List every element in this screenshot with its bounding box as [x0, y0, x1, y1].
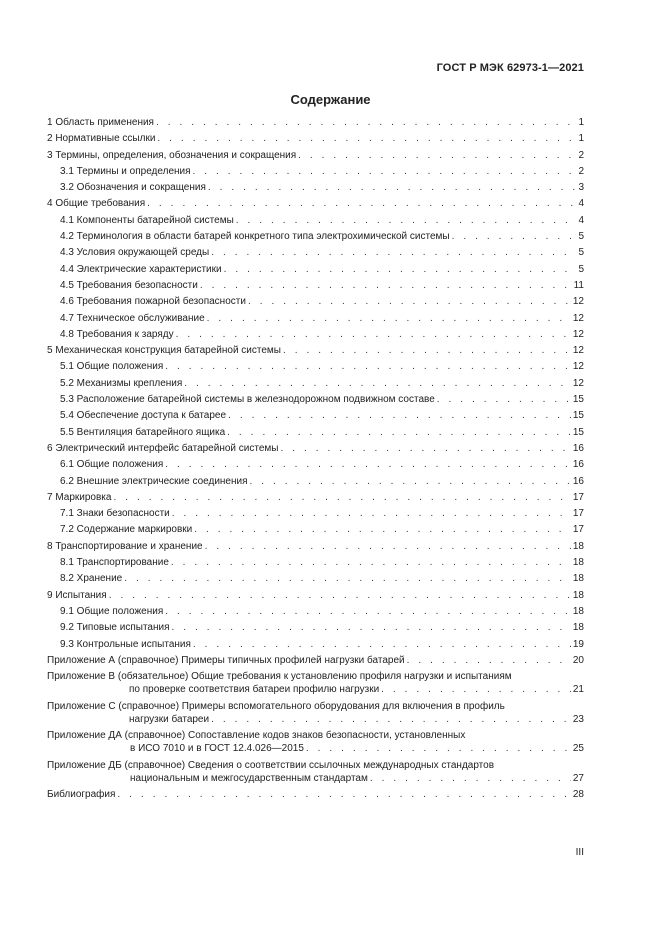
toc-entry-title: 9.3 Контрольные испытания	[60, 638, 191, 650]
toc-entry[interactable]	[47, 638, 584, 651]
toc-entry-title: 4.4 Электрические характеристики	[60, 263, 222, 275]
dot-leader	[193, 165, 577, 178]
toc-annex-title: Библиография	[47, 789, 116, 801]
table-of-contents	[47, 116, 584, 804]
dot-leader	[165, 605, 571, 618]
toc-entry-page: 18	[572, 622, 584, 634]
toc-annex-entry[interactable]	[47, 729, 584, 755]
toc-entry-title: 3.2 Обозначения и сокращения	[60, 182, 206, 194]
toc-entry-title: 8.1 Транспортирование	[60, 557, 169, 569]
toc-annex-title: Приложение В (обязательное) Общие требования к установлению профиля нагрузки и испытаниям	[47, 671, 512, 683]
dot-leader	[208, 181, 577, 194]
toc-entry[interactable]	[47, 458, 584, 471]
dot-leader	[147, 197, 576, 210]
toc-entry-page: 18	[572, 589, 584, 601]
toc-annex-title: Приложение С (справочное) Примеры вспомогательного оборудования для включения в профиль	[47, 700, 505, 712]
toc-annex-title-continued: в ИСО 7010 и в ГОСТ 12.4.026—2015	[130, 743, 304, 755]
toc-entry-page: 18	[572, 557, 584, 569]
toc-annex-entry[interactable]	[47, 759, 584, 785]
toc-annex-title: Приложение ДА (справочное) Сопоставление кодов знаков безопасности, установленных	[47, 730, 466, 742]
toc-entry-page: 18	[572, 573, 584, 585]
toc-entry[interactable]	[47, 523, 584, 536]
toc-entry-page: 17	[572, 491, 584, 503]
toc-entry-title: 1 Область применения	[47, 117, 154, 128]
dot-leader	[236, 214, 577, 227]
dot-leader	[452, 230, 577, 243]
toc-entry[interactable]	[47, 181, 584, 194]
toc-entry[interactable]	[47, 132, 584, 145]
toc-entry-page: 18	[572, 540, 584, 552]
toc-annex-title-continued: по проверке соответствия батареи профилю нагрузки	[129, 684, 380, 696]
dot-leader	[165, 360, 571, 373]
toc-entry[interactable]	[47, 572, 584, 585]
dot-leader	[200, 279, 572, 292]
toc-entry-title: 3.1 Термины и определения	[60, 165, 191, 177]
toc-entry-page: 5	[578, 231, 584, 243]
toc-entry-title: 5.5 Вентиляция батарейного ящика	[60, 426, 226, 438]
dot-leader	[124, 572, 571, 585]
toc-entry[interactable]	[47, 149, 584, 162]
toc-annex-title: Приложение А (справочное) Примеры типичных профилей нагрузки батарей	[47, 654, 405, 666]
toc-annex-entry[interactable]	[47, 654, 584, 667]
dot-leader	[224, 263, 577, 276]
toc-entry-page: 1	[578, 133, 584, 145]
toc-entry-page: 23	[572, 713, 584, 725]
toc-entry-page: 2	[578, 165, 584, 177]
toc-entry-page: 15	[572, 410, 584, 422]
toc-annex-entry[interactable]	[47, 670, 584, 696]
toc-entry-page: 25	[572, 743, 584, 755]
toc-entry[interactable]	[47, 279, 584, 292]
dot-leader	[211, 713, 571, 726]
dot-leader	[171, 556, 571, 569]
dot-leader	[306, 742, 571, 755]
toc-entry[interactable]	[47, 377, 584, 390]
toc-entry-title: 8.2 Хранение	[60, 573, 123, 585]
toc-entry[interactable]	[47, 214, 584, 227]
toc-entry-title: 4.7 Техническое обслуживание	[60, 312, 205, 324]
toc-entry[interactable]	[47, 328, 584, 341]
dot-leader	[437, 393, 571, 406]
toc-entry-title: 5.4 Обеспечение доступа к батарее	[60, 410, 227, 422]
toc-entry[interactable]	[47, 426, 584, 439]
toc-entry-page: 12	[572, 328, 584, 340]
dot-leader	[370, 772, 571, 785]
toc-entry-title: 6 Электрический интерфейс батарейной системы	[47, 442, 279, 454]
dot-leader	[194, 523, 571, 536]
dot-leader	[381, 683, 571, 696]
toc-entry-page: 27	[572, 772, 584, 784]
toc-entry-page: 15	[572, 426, 584, 438]
toc-entry[interactable]	[47, 246, 584, 259]
page-number: III	[575, 847, 584, 858]
toc-entry-title: 4.1 Компоненты батарейной системы	[60, 214, 234, 226]
toc-entry-title: 9 Испытания	[47, 589, 107, 601]
dot-leader	[280, 442, 570, 455]
toc-entry-title: 4.8 Требования к заряду	[60, 328, 174, 340]
dot-leader	[172, 507, 571, 520]
toc-entry[interactable]	[47, 116, 584, 129]
toc-entry-title: 4.6 Требования пожарной безопасности	[60, 296, 246, 308]
toc-entry-page: 12	[572, 377, 584, 389]
toc-entry[interactable]	[47, 442, 584, 455]
toc-entry-page: 21	[572, 684, 584, 696]
toc-entry-title: 7.2 Содержание маркировки	[60, 524, 193, 536]
toc-entry-title: 9.2 Типовые испытания	[60, 622, 170, 634]
toc-entry-page: 1	[578, 117, 584, 128]
toc-annex-title-continued: национальным и межгосударственным стандартам	[130, 772, 368, 784]
toc-entry-page: 12	[572, 296, 584, 308]
dot-leader	[228, 409, 571, 422]
dot-leader	[248, 295, 571, 308]
toc-entry-page: 11	[573, 279, 584, 291]
toc-entry-page: 17	[572, 524, 584, 536]
toc-entry-page: 28	[572, 789, 584, 801]
toc-entry-title: 9.1 Общие положения	[60, 605, 164, 617]
dot-leader	[205, 540, 571, 553]
toc-entry-page: 19	[572, 638, 584, 650]
toc-title: Содержание	[290, 92, 371, 107]
dot-leader	[207, 312, 571, 325]
toc-entry-title: 5.2 Механизмы крепления	[60, 377, 183, 389]
toc-entry-title: 2 Нормативные ссылки	[47, 133, 156, 145]
toc-entry[interactable]	[47, 197, 584, 210]
toc-entry-page: 16	[572, 459, 584, 471]
toc-annex-title-continued: нагрузки батареи	[129, 713, 210, 725]
toc-entry[interactable]	[47, 491, 584, 504]
dot-leader	[156, 116, 576, 129]
toc-entry[interactable]	[47, 589, 584, 602]
toc-entry-title: 4 Общие требования	[47, 198, 146, 210]
dot-leader	[165, 458, 571, 471]
dot-leader	[176, 328, 571, 341]
toc-entry-page: 12	[572, 345, 584, 357]
dot-leader	[211, 246, 576, 259]
toc-annex-entry[interactable]	[47, 700, 584, 726]
toc-entry[interactable]	[47, 621, 584, 634]
toc-entry-title: 7 Маркировка	[47, 491, 112, 503]
toc-entry[interactable]	[47, 409, 584, 422]
dot-leader	[184, 377, 571, 390]
toc-entry-title: 8 Транспортирование и хранение	[47, 540, 203, 552]
dot-leader	[250, 475, 571, 488]
toc-entry[interactable]	[47, 540, 584, 553]
dot-leader	[172, 621, 571, 634]
toc-entry-page: 3	[578, 182, 584, 194]
dot-leader	[113, 491, 570, 504]
toc-entry-page: 2	[578, 149, 584, 161]
toc-entry-title: 6.2 Внешние электрические соединения	[60, 475, 248, 487]
dot-leader	[109, 589, 571, 602]
dot-leader	[117, 788, 570, 801]
toc-annex-title: Приложение ДБ (справочное) Сведения о соответствии ссылочных международных стандартов	[47, 759, 495, 771]
toc-entry-title: 5.3 Расположение батарейной системы в железнодорожном подвижном составе	[60, 394, 435, 406]
dot-leader	[193, 638, 571, 651]
toc-entry-page: 16	[572, 475, 584, 487]
toc-entry-page: 20	[572, 654, 584, 666]
toc-entry-title: 5 Механическая конструкция батарейной системы	[47, 345, 281, 357]
dot-leader	[157, 132, 576, 145]
toc-entry-page: 18	[572, 605, 584, 617]
toc-entry-title: 4.2 Терминология в области батарей конкретного типа электрохимической системы	[60, 231, 450, 243]
toc-entry[interactable]	[47, 556, 584, 569]
toc-entry[interactable]	[47, 295, 584, 308]
toc-entry-page: 17	[572, 508, 584, 520]
toc-entry-title: 3 Термины, определения, обозначения и сокращения	[47, 149, 297, 161]
toc-entry[interactable]	[47, 475, 584, 488]
dot-leader	[227, 426, 571, 439]
toc-entry[interactable]	[47, 312, 584, 325]
dot-leader	[298, 149, 576, 162]
toc-entry-page: 4	[578, 198, 584, 210]
toc-entry-page: 5	[578, 247, 584, 259]
toc-entry-page: 15	[572, 394, 584, 406]
toc-entry-page: 5	[578, 263, 584, 275]
toc-entry-title: 5.1 Общие положения	[60, 361, 164, 373]
toc-entry-title: 4.5 Требования безопасности	[60, 279, 198, 291]
toc-entry-page: 12	[572, 361, 584, 373]
toc-entry[interactable]	[47, 605, 584, 618]
toc-entry-page: 4	[578, 214, 584, 226]
dot-leader	[407, 654, 571, 667]
toc-entry[interactable]	[47, 507, 584, 520]
toc-entry-title: 4.3 Условия окружающей среды	[60, 247, 210, 259]
toc-entry[interactable]	[47, 344, 584, 357]
dot-leader	[283, 344, 571, 357]
toc-entry-title: 7.1 Знаки безопасности	[60, 508, 170, 520]
toc-entry-title: 6.1 Общие положения	[60, 459, 164, 471]
toc-entry[interactable]	[47, 393, 584, 406]
toc-entry[interactable]	[47, 230, 584, 243]
toc-entry-page: 16	[572, 442, 584, 454]
toc-annex-entry[interactable]	[47, 788, 584, 801]
document-code: ГОСТ Р МЭК 62973-1—2021	[436, 62, 584, 74]
toc-entry[interactable]	[47, 360, 584, 373]
toc-entry[interactable]	[47, 263, 584, 276]
toc-entry[interactable]	[47, 165, 584, 178]
toc-entry-page: 12	[572, 312, 584, 324]
